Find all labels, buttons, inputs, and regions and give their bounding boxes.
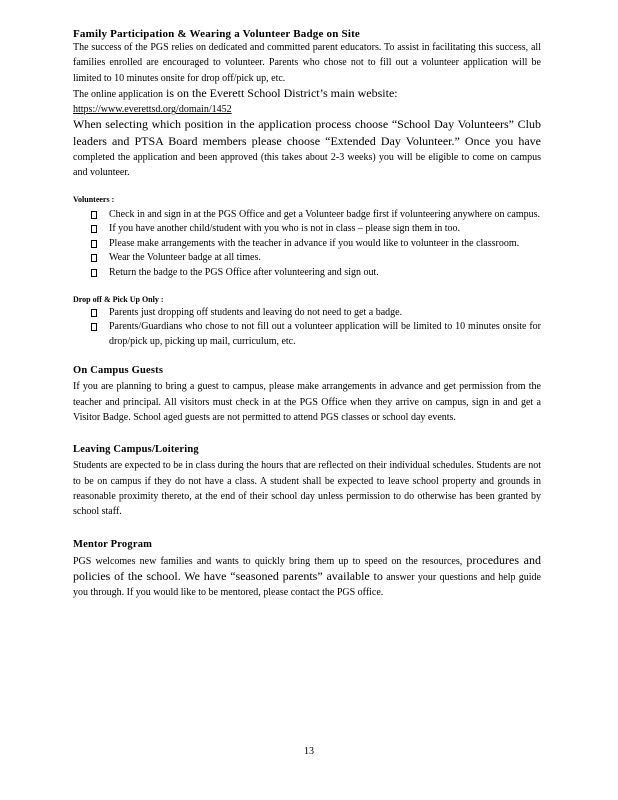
list-item: If you have another child/student with you who is not in class – please sign them in too.: [91, 222, 541, 237]
application-link[interactable]: https://www.everettsd.org/domain/1452: [73, 104, 232, 116]
checkbox-bullet-icon: [91, 309, 97, 317]
section-heading-leaving: Leaving Campus/Loitering: [73, 444, 199, 456]
page-number: 13: [304, 746, 314, 757]
dropoff-heading: Drop off & Pick Up Only :: [73, 294, 164, 304]
checkbox-bullet-icon: [91, 323, 97, 331]
checkbox-bullet-icon: [91, 240, 97, 248]
list-item: Parents just dropping off students and leaving do not need to get a badge.: [91, 306, 541, 321]
document-page: [73, 28, 541, 600]
section-heading-guests: On Campus Guests: [73, 365, 164, 377]
mentor-paragraph: PGS welcomes new families and wants to quickly bring them up to speed on the resources, procedures and policies of the school. We have “seasoned parents” available to answer your questions and help guide you through. If you would like to be mentored, please contact the PGS office.: [73, 552, 542, 599]
list-item: Please make arrangements with the teacher in advance if you would like to volunteer in the classroom.: [91, 237, 541, 252]
position-instructions: When selecting which position in the application process choose “School Day Volunteers” Club leaders and PTSA Board members please choose “Extended Day Volunteer.” Once you have: [73, 117, 541, 148]
position-paragraph: [73, 117, 541, 180]
volunteers-list: [73, 208, 541, 281]
guests-paragraph: If you are planning to bring a guest to campus, please make arrangements in advance and get permission from the teacher and principal. All visitors must check in at the PGS Office when they arrive on campus, sign in and get a Visitor Badge. School aged guests are not permitted to attend PGS classes or school day events.: [73, 381, 541, 424]
list-item: Parents/Guardians who chose to not fill out a volunteer application will be limited to 10 minutes onsite for drop/pick up, picking up mail, curriculum, etc.: [91, 320, 541, 349]
volunteers-heading: Volunteers :: [73, 194, 115, 204]
checkbox-bullet-icon: [91, 269, 97, 277]
checkbox-bullet-icon: [91, 225, 97, 233]
family-paragraph: The success of the PGS relies on dedicated and committed parent educators. To assist in facilitating this success, all families enrolled are encouraged to volunteer. Parents who chose not to fill out a volunteer application will be limited to 10 minutes onsite for drop off/pick up, etc.: [73, 42, 541, 84]
dropoff-list: [73, 306, 541, 350]
application-website-text: is on the Everett School District’s main website:: [162, 85, 398, 100]
list-item: Return the badge to the PGS Office after volunteering and sign out.: [91, 266, 541, 281]
section-heading-mentor: Mentor Program: [73, 538, 153, 550]
application-lead: The online application: [73, 88, 163, 100]
checkbox-bullet-icon: [91, 254, 97, 262]
section-heading-family: Family Participation & Wearing a Volunteer Badge on Site: [73, 28, 361, 40]
position-approval-text: completed the application and been approved (this takes about 2-3 weeks) you will be eligible to come on campus and volunteer.: [73, 152, 541, 179]
leaving-paragraph: Students are expected to be in class during the hours that are reflected on their individual schedules. Students are not to be on campus if they do not have a class. A student shall be expected to leave school property and grounds in reasonable proximity thereto, at the end of their school day unless permission to do otherwise has been granted by school staff.: [73, 460, 541, 518]
list-item: Check in and sign in at the PGS Office and get a Volunteer badge first if volunteering anywhere on campus.: [91, 208, 541, 223]
list-item: Wear the Volunteer badge at all times.: [91, 251, 541, 266]
checkbox-bullet-icon: [91, 211, 97, 219]
application-paragraph: [73, 86, 541, 118]
